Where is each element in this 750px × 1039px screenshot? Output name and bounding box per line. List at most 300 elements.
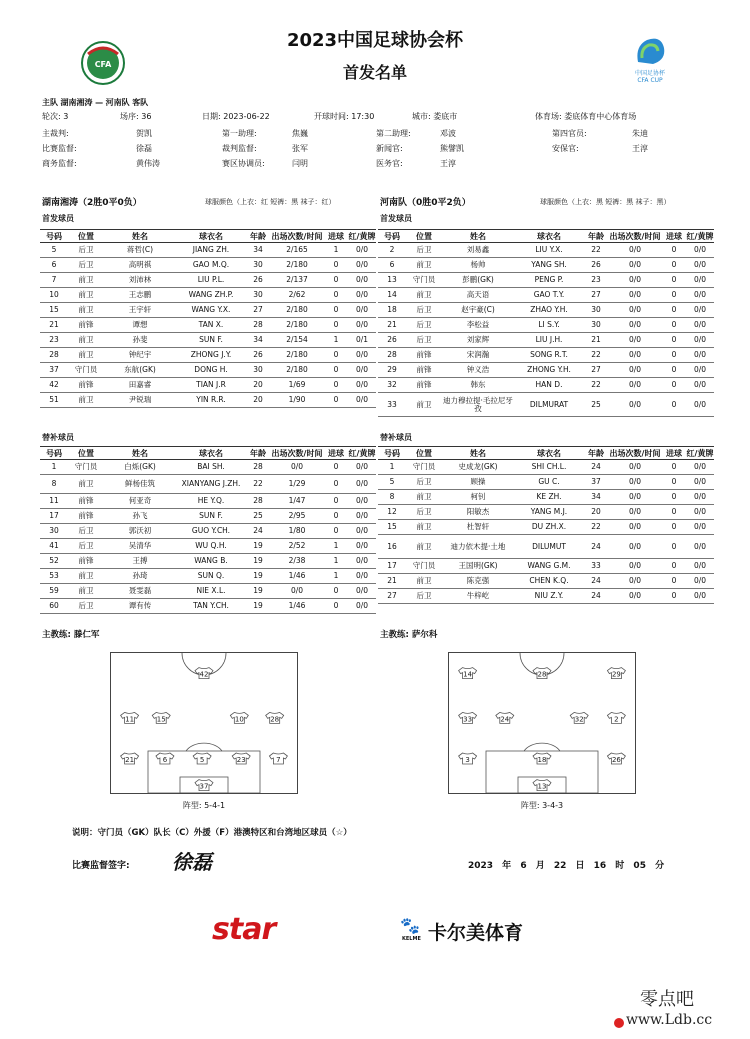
table-cell: 2/180 — [270, 258, 324, 273]
table-cell: 守门员 — [68, 363, 104, 378]
table-cell: 0/0 — [608, 475, 662, 490]
column-header: 出场次数/时间 — [609, 231, 661, 241]
table-cell: 0/0 — [608, 273, 662, 288]
table-cell: 25 — [584, 393, 608, 417]
table-cell: 23 — [40, 333, 68, 348]
home-team-title: 湖南湘涛（2胜0平0负） — [42, 198, 142, 208]
table-cell: 20 — [584, 505, 608, 520]
table-cell: 0/0 — [348, 599, 376, 614]
column-header: 位置 — [68, 230, 104, 243]
table-cell: 2/180 — [270, 318, 324, 333]
table-row — [378, 363, 714, 378]
star-sponsor-logo: star — [212, 912, 276, 947]
home-kit-colors: 球服颜色（上衣：红 短裤：黑 袜子：红） — [205, 198, 336, 206]
table-cell: 7 — [40, 273, 68, 288]
table-cell: 0/0 — [608, 243, 662, 258]
column-header: 球衣名 — [176, 447, 246, 460]
table-cell: 0/0 — [348, 494, 376, 509]
away-kit-colors: 球服颜色（上衣：黑 短裤：黑 袜子：黑） — [540, 198, 671, 206]
watermark-text: 零点吧 — [640, 989, 694, 1010]
table-cell: 1/80 — [270, 524, 324, 539]
table-cell: 5 — [378, 475, 406, 490]
home-subs-table — [40, 446, 376, 614]
column-header: 年龄 — [246, 230, 270, 243]
table-cell: 22 — [584, 348, 608, 363]
table-cell: GUO Y.CH. — [176, 524, 246, 539]
table-cell: WANG B. — [176, 554, 246, 569]
jersey-number: 11 — [125, 715, 135, 724]
table-cell: 0 — [662, 475, 686, 490]
table-cell: SUN F. — [176, 509, 246, 524]
table-cell: 10 — [40, 288, 68, 303]
table-cell: 前卫 — [406, 258, 442, 273]
venue-info: 体育场: 娄底体育中心体育场 — [535, 112, 637, 121]
table-cell: 30 — [246, 363, 270, 378]
table-cell: LIU Y.X. — [514, 243, 584, 258]
column-header: 年龄 — [584, 230, 608, 243]
table-cell: 16 — [378, 535, 406, 559]
table-cell: 顾操 — [442, 475, 514, 490]
table-cell: YANG M.J. — [514, 505, 584, 520]
table-cell: LI S.Y. — [514, 318, 584, 333]
table-cell: 0/0 — [348, 258, 376, 273]
table-row — [378, 490, 714, 505]
table-cell: 0 — [662, 363, 686, 378]
table-cell: 24 — [584, 460, 608, 475]
table-cell: 1/69 — [270, 378, 324, 393]
jersey-number: 28 — [537, 670, 547, 679]
table-cell: 0/0 — [348, 539, 376, 554]
table-cell: 0/0 — [608, 348, 662, 363]
table-cell: 前卫 — [68, 475, 104, 494]
table-cell: 0 — [662, 273, 686, 288]
table-cell: 牛梓屹 — [442, 589, 514, 604]
table-cell: 前锋 — [406, 363, 442, 378]
table-cell: 杜智轩 — [442, 520, 514, 535]
table-cell: ZHONG J.Y. — [176, 348, 246, 363]
table-cell: 19 — [246, 584, 270, 599]
table-cell: 0/0 — [608, 460, 662, 475]
table-row — [40, 363, 376, 378]
table-cell: 21 — [584, 333, 608, 348]
table-cell: 王搏 — [104, 554, 176, 569]
table-row — [378, 378, 714, 393]
table-cell: 前卫 — [406, 535, 442, 559]
table-cell: 史成龙(GK) — [442, 460, 514, 475]
table-cell: 0 — [662, 333, 686, 348]
table-cell: 0/0 — [608, 393, 662, 417]
table-cell: 1 — [324, 569, 348, 584]
home-subs-label: 替补球员 — [42, 433, 74, 442]
table-cell: 宋润瀚 — [442, 348, 514, 363]
table-cell: SONG R.T. — [514, 348, 584, 363]
table-cell: 0/0 — [686, 258, 714, 273]
table-cell: 钟义浩 — [442, 363, 514, 378]
official-role: 比赛监督: — [42, 144, 77, 153]
table-cell: 0/0 — [686, 393, 714, 417]
table-cell: XIANYANG J.ZH. — [176, 475, 246, 494]
table-row — [40, 243, 376, 258]
away-starting-label: 首发球员 — [380, 214, 412, 223]
column-header: 年龄 — [246, 447, 270, 460]
table-cell: 34 — [246, 333, 270, 348]
table-cell: 0/0 — [686, 363, 714, 378]
table-cell: 41 — [40, 539, 68, 554]
date-info: 日期: 2023-06-22 — [202, 112, 270, 121]
table-cell: 19 — [246, 554, 270, 569]
supervisor-signature: 徐磊 — [172, 850, 212, 874]
table-cell: 王志鹏 — [104, 288, 176, 303]
table-cell: 5 — [40, 243, 68, 258]
table-cell: 后卫 — [406, 318, 442, 333]
table-cell: 1 — [378, 460, 406, 475]
jersey-number: 3 — [465, 756, 470, 764]
table-cell: TIAN J.R — [176, 378, 246, 393]
match-teams: 主队 湖南湘涛 — 河南队 客队 — [42, 98, 149, 107]
table-cell: NIU Z.Y. — [514, 589, 584, 604]
table-cell: 23 — [584, 273, 608, 288]
table-cell: 33 — [378, 393, 406, 417]
table-cell: 59 — [40, 584, 68, 599]
jersey-number: 2 — [614, 715, 619, 724]
table-row — [378, 303, 714, 318]
paw-icon: 🐾 — [400, 916, 420, 935]
table-cell: 0/0 — [686, 475, 714, 490]
table-cell: 0/0 — [608, 288, 662, 303]
table-cell: 19 — [246, 599, 270, 614]
table-cell: 柯钊 — [442, 490, 514, 505]
table-cell: 1 — [40, 460, 68, 475]
table-cell: 2/38 — [270, 554, 324, 569]
column-header: 号码 — [40, 447, 68, 460]
table-cell: 0/0 — [686, 460, 714, 475]
column-header: 姓名 — [442, 230, 514, 243]
table-cell: 0/0 — [686, 303, 714, 318]
table-cell: 0 — [324, 524, 348, 539]
table-cell: 高明祺 — [104, 258, 176, 273]
table-cell: 24 — [584, 589, 608, 604]
table-cell: LIU J.H. — [514, 333, 584, 348]
jersey-number: 6 — [162, 756, 168, 764]
jersey-number: 37 — [199, 782, 209, 791]
table-cell: 0/0 — [348, 569, 376, 584]
column-header: 球衣名 — [176, 230, 246, 243]
table-cell: 后卫 — [68, 539, 104, 554]
home-formation: 阵型: 5-4-1 — [182, 801, 226, 810]
table-cell: 0 — [324, 393, 348, 408]
table-row — [40, 569, 376, 584]
kickoff-info: 开球时间: 17:30 — [314, 112, 375, 121]
table-cell: 24 — [584, 535, 608, 559]
table-cell: 0/0 — [686, 589, 714, 604]
table-cell: 0 — [324, 348, 348, 363]
table-cell: 0 — [662, 559, 686, 574]
table-row — [378, 475, 714, 490]
table-cell: 前锋 — [406, 348, 442, 363]
official-role: 新闻官: — [376, 144, 403, 153]
table-cell: 前卫 — [406, 520, 442, 535]
table-cell: 25 — [246, 509, 270, 524]
table-row — [40, 584, 376, 599]
official-role: 第二助理: — [376, 129, 411, 138]
table-cell: 2 — [378, 243, 406, 258]
table-cell: 阳敏杰 — [442, 505, 514, 520]
table-cell: 30 — [246, 288, 270, 303]
table-cell: 0 — [662, 393, 686, 417]
table-row — [378, 559, 714, 574]
table-cell: 24 — [584, 574, 608, 589]
table-cell: 田嘉睿 — [104, 378, 176, 393]
table-cell: 韩东 — [442, 378, 514, 393]
table-cell: 1 — [324, 554, 348, 569]
table-cell: 33 — [584, 559, 608, 574]
table-cell: 0/0 — [686, 288, 714, 303]
table-cell: 21 — [378, 574, 406, 589]
official-name: 朱迪 — [632, 129, 648, 138]
table-cell: 19 — [246, 569, 270, 584]
signature-label: 比赛监督签字: — [72, 861, 130, 871]
table-cell: 0/0 — [608, 574, 662, 589]
table-cell: 0/0 — [608, 303, 662, 318]
table-cell: 0/0 — [608, 505, 662, 520]
table-cell: 前锋 — [68, 378, 104, 393]
table-cell: 37 — [584, 475, 608, 490]
table-cell: 前卫 — [68, 333, 104, 348]
table-cell: 0/0 — [348, 524, 376, 539]
table-cell: 0 — [662, 460, 686, 475]
table-cell: 13 — [378, 273, 406, 288]
jersey-number: 29 — [611, 670, 621, 679]
jersey-number: 15 — [156, 715, 166, 724]
table-cell: JIANG ZH. — [176, 243, 246, 258]
table-cell: 陈克强 — [442, 574, 514, 589]
jersey-number: 32 — [574, 715, 584, 724]
table-cell: 0/0 — [348, 584, 376, 599]
table-cell: 守门员 — [68, 460, 104, 475]
official-role: 安保官: — [552, 144, 579, 153]
table-cell: 0/0 — [348, 348, 376, 363]
table-cell: 2/154 — [270, 333, 324, 348]
table-cell: 后卫 — [406, 303, 442, 318]
away-subs-label: 替补球员 — [380, 433, 412, 442]
table-cell: 0/0 — [608, 589, 662, 604]
table-cell: 2/180 — [270, 348, 324, 363]
table-cell: 0/0 — [608, 535, 662, 559]
table-cell: 东航(GK) — [104, 363, 176, 378]
table-row — [40, 318, 376, 333]
table-row — [378, 460, 714, 475]
table-cell: 后卫 — [406, 333, 442, 348]
table-cell: 蒋哲(C) — [104, 243, 176, 258]
official-name: 焦巍 — [292, 129, 308, 138]
table-cell: 53 — [40, 569, 68, 584]
official-role: 医务官: — [376, 159, 403, 168]
table-cell: 后卫 — [68, 524, 104, 539]
table-cell: 刘沛林 — [104, 273, 176, 288]
official-name: 邓波 — [440, 129, 456, 138]
column-header: 位置 — [68, 447, 104, 460]
table-cell: NIE X.L. — [176, 584, 246, 599]
table-cell: 0/0 — [348, 378, 376, 393]
home-starters-table — [40, 229, 376, 408]
column-header: 红/黄牌 — [686, 448, 714, 458]
table-row — [378, 589, 714, 604]
column-header: 进球 — [662, 230, 686, 243]
table-cell: 22 — [584, 378, 608, 393]
table-cell: 后卫 — [406, 505, 442, 520]
table-cell: 0 — [662, 348, 686, 363]
table-row — [40, 303, 376, 318]
table-row — [378, 535, 714, 559]
page-subtitle: 首发名单 — [342, 63, 407, 82]
column-header: 球衣名 — [514, 230, 584, 243]
table-cell: 迪力依木提·土地 — [442, 535, 514, 559]
column-header: 姓名 — [442, 447, 514, 460]
table-cell: 李松益 — [442, 318, 514, 333]
table-cell: 21 — [40, 318, 68, 333]
home-starting-label: 首发球员 — [42, 214, 74, 223]
table-cell: 0/0 — [686, 333, 714, 348]
table-cell: 后卫 — [68, 243, 104, 258]
table-row — [378, 574, 714, 589]
jersey-number: 18 — [537, 756, 547, 764]
table-cell: 34 — [246, 243, 270, 258]
table-cell: 守门员 — [406, 460, 442, 475]
column-header: 红/黄牌 — [348, 231, 376, 241]
column-header: 进球 — [662, 447, 686, 460]
table-cell: 彭鹏(GK) — [442, 273, 514, 288]
table-cell: PENG P. — [514, 273, 584, 288]
table-cell: 0 — [324, 509, 348, 524]
home-formation-pitch — [110, 652, 298, 794]
table-cell: 前卫 — [68, 584, 104, 599]
table-cell: 守门员 — [406, 273, 442, 288]
table-cell: 51 — [40, 393, 68, 408]
column-header: 出场次数/时间 — [609, 448, 661, 458]
table-cell: 0 — [662, 243, 686, 258]
table-cell: 前锋 — [68, 554, 104, 569]
table-cell: 尹锐瑞 — [104, 393, 176, 408]
watermark-dot-icon — [614, 1018, 624, 1028]
table-cell: 0/0 — [686, 348, 714, 363]
table-cell: 1 — [324, 243, 348, 258]
official-name: 徐磊 — [136, 144, 152, 153]
table-cell: 26 — [246, 348, 270, 363]
table-row — [378, 393, 714, 417]
table-cell: 0/0 — [686, 318, 714, 333]
jersey-number: 42 — [199, 670, 209, 679]
table-row — [378, 348, 714, 363]
table-cell: 0/0 — [348, 475, 376, 494]
table-cell: GAO M.Q. — [176, 258, 246, 273]
table-cell: 0/0 — [686, 520, 714, 535]
table-cell: 22 — [246, 475, 270, 494]
table-cell: 0/0 — [686, 378, 714, 393]
table-cell: 24 — [246, 524, 270, 539]
table-cell: 17 — [378, 559, 406, 574]
table-row — [40, 393, 376, 408]
table-cell: 2/180 — [270, 303, 324, 318]
table-cell: 28 — [246, 460, 270, 475]
table-cell: WANG Y.X. — [176, 303, 246, 318]
official-role: 第四官员: — [552, 129, 587, 138]
table-cell: DILMURAT — [514, 393, 584, 417]
table-cell: 前卫 — [406, 288, 442, 303]
table-cell: 26 — [584, 258, 608, 273]
page-title: 2023中国足球协会杯 — [286, 30, 464, 51]
table-cell: 谭想 — [104, 318, 176, 333]
table-cell: 27 — [584, 288, 608, 303]
column-header: 位置 — [406, 447, 442, 460]
table-cell: GU C. — [514, 475, 584, 490]
table-cell: 聂雯磊 — [104, 584, 176, 599]
table-cell: 0/0 — [686, 273, 714, 288]
table-cell: 1/46 — [270, 569, 324, 584]
kelme-sponsor-logo: 🐾 KELME 卡尔美体育 — [400, 916, 524, 944]
home-coach: 主教练: 滕仁军 — [42, 630, 100, 640]
official-name: 王淳 — [632, 144, 648, 153]
table-cell: 0/0 — [270, 460, 324, 475]
table-cell: SUN Q. — [176, 569, 246, 584]
table-cell: 2/165 — [270, 243, 324, 258]
table-cell: CHEN K.Q. — [514, 574, 584, 589]
jersey-number: 33 — [463, 715, 473, 724]
table-cell: 0 — [324, 584, 348, 599]
table-cell: DILUMUT — [514, 535, 584, 559]
table-cell: 0 — [662, 490, 686, 505]
table-cell: DU ZH.X. — [514, 520, 584, 535]
column-header: 号码 — [378, 230, 406, 243]
table-cell: 前卫 — [406, 490, 442, 505]
table-row — [378, 243, 714, 258]
table-cell: 王国明(GK) — [442, 559, 514, 574]
table-cell: DONG H. — [176, 363, 246, 378]
column-header: 号码 — [378, 447, 406, 460]
table-cell: 0 — [324, 363, 348, 378]
table-cell: 30 — [584, 303, 608, 318]
table-cell: 26 — [246, 273, 270, 288]
jersey-number: 21 — [125, 756, 135, 764]
table-cell: 0 — [662, 258, 686, 273]
column-header: 进球 — [324, 447, 348, 460]
table-cell: WANG ZH.P. — [176, 288, 246, 303]
official-name: 王淳 — [440, 159, 456, 168]
table-cell: 孙斐 — [104, 333, 176, 348]
table-cell: 20 — [246, 393, 270, 408]
table-cell: 0/0 — [608, 258, 662, 273]
table-row — [378, 318, 714, 333]
table-cell: 28 — [246, 494, 270, 509]
table-cell: 0 — [324, 460, 348, 475]
table-cell: LIU P.L. — [176, 273, 246, 288]
jersey-number: 10 — [234, 715, 244, 724]
column-header: 出场次数/时间 — [271, 448, 323, 458]
jersey-number: 5 — [199, 756, 205, 764]
table-row — [378, 333, 714, 348]
jersey-number: 24 — [500, 715, 510, 724]
table-cell: 1/29 — [270, 475, 324, 494]
official-name: 熊譬凯 — [440, 144, 464, 153]
table-cell: 0/0 — [348, 509, 376, 524]
table-cell: 8 — [40, 475, 68, 494]
table-cell: 高天语 — [442, 288, 514, 303]
table-cell: 0/0 — [348, 363, 376, 378]
table-cell: 后卫 — [406, 475, 442, 490]
table-cell: 21 — [378, 318, 406, 333]
jersey-number: 13 — [537, 782, 547, 791]
table-cell: 0 — [324, 258, 348, 273]
column-header: 姓名 — [104, 230, 176, 243]
